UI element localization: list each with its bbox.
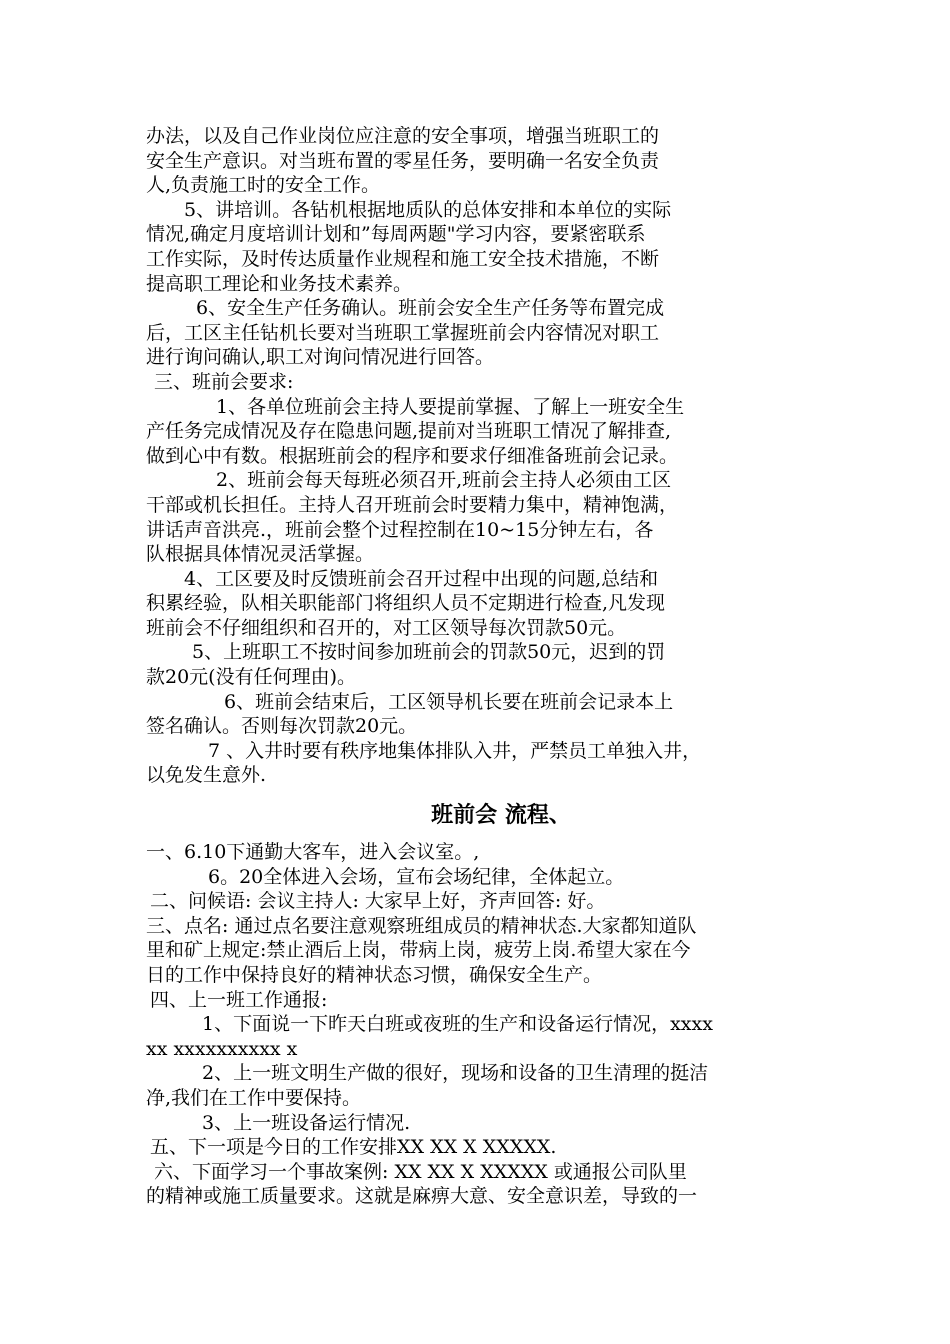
text-line: 2、上一班文明生产做的很好，现场和设备的卫生清理的挺洁 [202,1062,709,1085]
text-line: 干部或机长担任。主持人召开班前会时要精力集中，精神饱满， [146,493,679,516]
text-line: 的精神或施工质量要求。这就是麻痹大意、安全意识差，导致的一 [146,1185,698,1208]
text-line: 办法，以及自己作业岗位应注意的安全事项，增强当班职工的 [146,125,660,147]
text-line: 班前会不仔细组织和召开的，对工区领导每次罚款50元。 [146,616,627,639]
text-line: 三、点名: 通过点名要注意观察班组成员的精神状态.大家都知道队 [146,914,697,937]
text-line: 6、安全生产任务确认。班前会安全生产任务等布置完成 [196,297,665,320]
text-line: 二、问候语: 会议主持人: 大家早上好，齐声回答: 好。 [150,890,606,913]
text-line: 以免发生意外. [146,764,267,787]
text-line: 一、6.10下通勤大客车，进入会议室。, [146,841,480,864]
text-line: 7 、入井时要有秩序地集体排队入井，严禁员工单独入井， [208,739,702,762]
text-line: 提高职工理论和业务技术素养。 [146,272,413,295]
document-title: 班前会 流程、 [431,802,571,829]
text-line: 1、各单位班前会主持人要提前掌握、了解上一班安全生 [216,395,685,418]
text-line: 积累经验，队相关职能部门将组织人员不定期进行检查,凡发现 [146,592,666,615]
text-line: 日的工作中保持良好的精神状态习惯，确保安全生产。 [146,964,603,986]
section-top [146,124,816,788]
text-line: 4、工区要及时反馈班前会召开过程中出现的问题,总结和 [184,567,659,590]
text-line: 6、班前会结束后，工区领导机长要在班前会记录本上 [224,690,674,713]
text-line: 做到心中有数。根据班前会的程序和要求仔细准备班前会记录。 [146,444,679,467]
section-heading: 三、班前会要求: [154,370,294,393]
text-line: 安全生产意识。对当班布置的零星任务，要明确一名安全负责 [146,149,660,172]
text-line: 情况,确定月度培训计划和”每周两题"学习内容，要紧密联系 [146,223,646,246]
text-line: 人,负责施工时的安全工作。 [146,174,381,197]
text-line: 工作实际，及时传达质量作业规程和施工安全技术措施，不断 [146,247,660,270]
text-line: 净,我们在工作中要保持。 [146,1086,362,1109]
text-line: 款20元(没有任何理由)。 [146,666,357,689]
text-line: 6。20全体进入会场，宣布会场纪律，全体起立。 [208,865,625,888]
text-line: 队根据具体情况灵活掌握。 [146,543,375,566]
text-line: 签名确认。否则每次罚款20元。 [146,715,418,738]
text-line: 讲话声音洪亮.，班前会整个过程控制在10~15分钟左右，各 [146,518,654,541]
text-line: 1、下面说一下昨天白班或夜班的生产和设备运行情况，xxxx [202,1013,713,1036]
text-line: 六、下面学习一个事故案例: XX XX X XXXXX 或通报公司队里 [154,1160,687,1183]
text-line: 五、下一项是今日的工作安排XX XX X XXXXX. [150,1136,557,1159]
text-line: 5、讲培训。各钻机根据地质队的总体安排和本单位的实际 [184,198,672,221]
text-line: 2、班前会每天每班必须召开,班前会主持人必须由工区 [216,469,672,492]
text-line: 后，工区主任钻机长要对当班职工掌握班前会内容情况对职工 [146,321,660,344]
text-line: 进行询问确认,职工对询问情况进行回答。 [146,346,495,369]
text-line: 5、上班职工不按时间参加班前会的罚款50元，迟到的罚 [192,641,666,664]
section-bottom [146,840,816,1209]
text-line: 产任务完成情况及存在隐患问题,提前对当班职工情况了解排查, [146,420,672,443]
section-heading: 四、上一班工作通报: [150,988,328,1011]
document-body [146,124,816,1209]
text-line: 里和矿上规定:禁止酒后上岗，带病上岗，疲劳上岗.希望大家在今 [146,939,691,962]
text-line: xx xxxxxxxxxx x [146,1037,298,1060]
text-line: 3、上一班设备运行情况. [202,1111,411,1134]
